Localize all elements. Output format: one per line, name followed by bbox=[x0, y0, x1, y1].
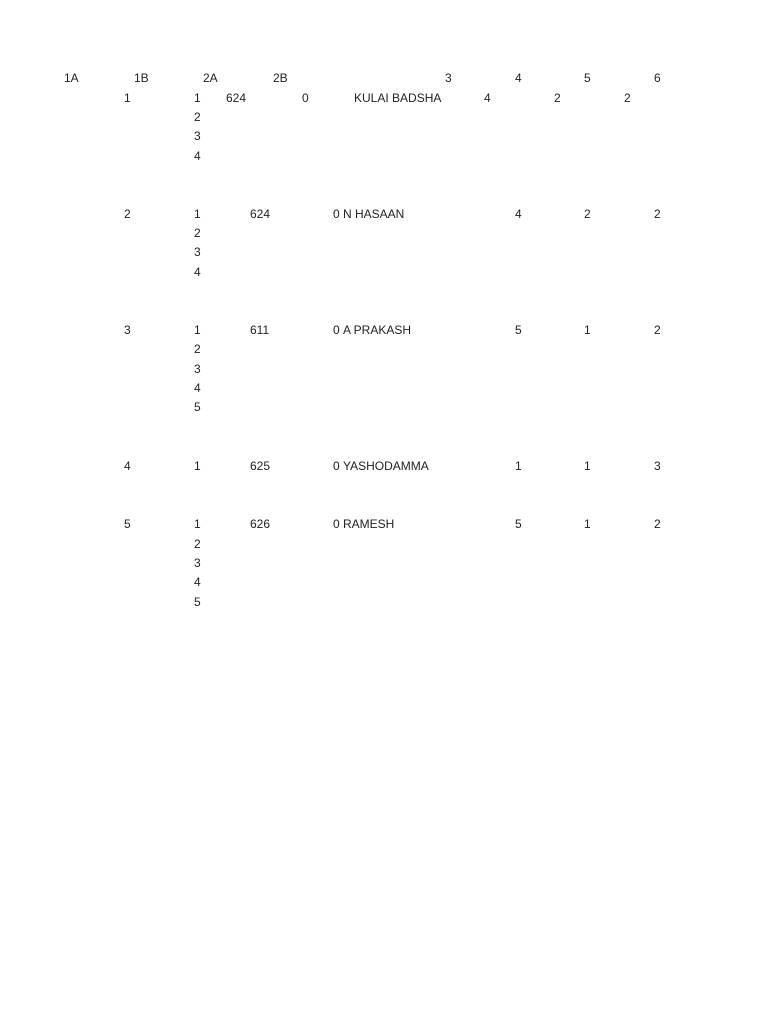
record-col6: 2 bbox=[654, 207, 661, 221]
record-name: N HASAAN bbox=[343, 207, 405, 221]
record-col4: 5 bbox=[515, 517, 522, 531]
header-4: 4 bbox=[515, 71, 522, 85]
record-name: RAMESH bbox=[343, 517, 395, 531]
record-col5: 1 bbox=[584, 323, 591, 337]
record-flag: 0 bbox=[333, 459, 340, 473]
record-subitem: 2 bbox=[194, 226, 201, 240]
record-subitem: 3 bbox=[194, 245, 201, 259]
record-col4: 4 bbox=[515, 207, 522, 221]
record-code: 624 bbox=[250, 207, 271, 221]
header-2a: 2A bbox=[203, 71, 218, 85]
record-subitem: 4 bbox=[194, 381, 201, 395]
record-flag: 0 bbox=[302, 91, 309, 105]
record-subitem: 3 bbox=[194, 556, 201, 570]
record-subitem: 4 bbox=[194, 149, 201, 163]
header-5: 5 bbox=[584, 71, 591, 85]
record-subitem: 1 bbox=[194, 91, 201, 105]
record-col5: 1 bbox=[584, 517, 591, 531]
record-col5: 1 bbox=[584, 459, 591, 473]
record-subitem: 1 bbox=[194, 323, 201, 337]
record-subitem: 5 bbox=[194, 400, 201, 414]
header-3: 3 bbox=[445, 71, 452, 85]
record-code: 611 bbox=[250, 323, 270, 337]
record-subitem: 3 bbox=[194, 362, 201, 376]
record-subitem: 4 bbox=[194, 265, 201, 279]
record-id: 1 bbox=[124, 91, 131, 105]
record-code: 626 bbox=[250, 517, 271, 531]
record-col5: 2 bbox=[584, 207, 591, 221]
record-subitem: 5 bbox=[194, 595, 201, 609]
record-id: 4 bbox=[124, 459, 131, 473]
record-col4: 1 bbox=[515, 459, 522, 473]
record-flag: 0 bbox=[333, 323, 340, 337]
record-subitem: 1 bbox=[194, 207, 201, 221]
record-col5: 2 bbox=[554, 91, 561, 105]
header-1b: 1B bbox=[134, 71, 149, 85]
record-subitem: 4 bbox=[194, 575, 201, 589]
record-flag: 0 bbox=[333, 517, 340, 531]
record-code: 624 bbox=[226, 91, 247, 105]
record-col6: 2 bbox=[624, 91, 631, 105]
record-subitem: 1 bbox=[194, 517, 201, 531]
record-name: YASHODAMMA bbox=[343, 459, 429, 473]
record-subitem: 2 bbox=[194, 342, 201, 356]
record-flag: 0 bbox=[333, 207, 340, 221]
header-6: 6 bbox=[654, 71, 661, 85]
record-col4: 5 bbox=[515, 323, 522, 337]
record-name: KULAI BADSHA bbox=[354, 91, 442, 105]
header-1a: 1A bbox=[64, 71, 79, 85]
record-code: 625 bbox=[250, 459, 271, 473]
record-col6: 3 bbox=[654, 459, 661, 473]
record-col6: 2 bbox=[654, 517, 661, 531]
record-subitem: 2 bbox=[194, 537, 201, 551]
record-name: A PRAKASH bbox=[343, 323, 412, 337]
record-id: 3 bbox=[124, 323, 131, 337]
record-id: 2 bbox=[124, 207, 131, 221]
record-id: 5 bbox=[124, 517, 131, 531]
record-subitem: 1 bbox=[194, 459, 201, 473]
record-subitem: 3 bbox=[194, 129, 201, 143]
record-col4: 4 bbox=[484, 91, 491, 105]
header-2b: 2B bbox=[273, 71, 288, 85]
record-col6: 2 bbox=[654, 323, 661, 337]
record-subitem: 2 bbox=[194, 110, 201, 124]
